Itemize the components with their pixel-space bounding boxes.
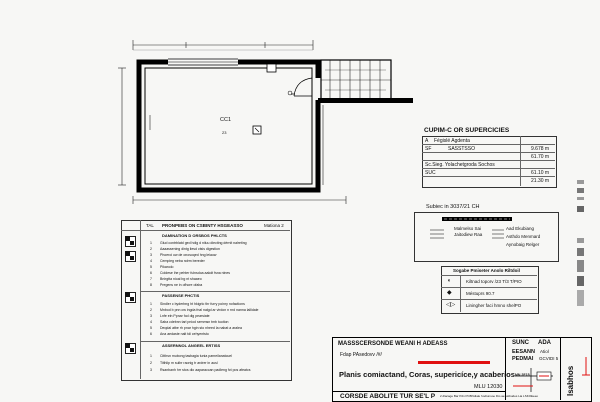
legend-symbol-icon: ◁▷ (446, 302, 456, 308)
supercies-title: CUPIM-C OR SUPERCICIES (424, 127, 510, 134)
spec-section-title: DAMINATION D ORSBOS PHLCTS (162, 233, 227, 238)
supercies-row-label: Fégislé Agdenta (434, 138, 470, 144)
spec-item: Cempieg neba ndrm bereder (160, 259, 205, 263)
title-line-3: Planis comiactand, Coras, supericíce,y acaberios (339, 370, 515, 379)
spec-item: Bnirgtta nioal bg nt shaaeo (160, 277, 202, 281)
legend-title: Sogabe Pmiseter Anolo Riltdoil (453, 268, 520, 273)
spec-item-num: 1 (150, 241, 152, 245)
title-scale-graphic (505, 362, 560, 400)
spec-header-num: TAL (146, 223, 154, 228)
spec-item: Mnbod b pnn ow ingda fnal nalgd ar virdon n rnd nanna lallidale (160, 308, 259, 312)
legend-symbol-icon: ◖ (447, 278, 451, 284)
title-right-1: SUNC (512, 340, 530, 346)
spec-item: Deqdal atbe rh pnar hgin sto nheed la nabat a aralea (160, 326, 242, 330)
supercies-row-value: 9.678 m (531, 146, 550, 152)
spec-item: Pregens ne in ofhore ofaba (160, 283, 203, 287)
title-side-marks (580, 355, 592, 395)
supercies-row-value: 61.70 m (531, 154, 550, 160)
title-right-2: EESANN (512, 349, 535, 355)
title-line-4: CORSDE ABOLITE TUR SE'L P (340, 393, 436, 400)
subject-item: Aad Ekubiang (506, 226, 535, 231)
supercies-row-mark: SUC (425, 170, 436, 176)
spec-item: Rsanbanh hrr stos dio aaparaccan padleng fct pos afeatcs (160, 368, 251, 372)
legend-item: Kiltnad toporv /23 T/3 T/PIO (466, 279, 522, 284)
supercies-row-value: 61.10 m (531, 170, 550, 176)
spec-section-title: ASSERNNOL ANGEEL ERTISS (162, 343, 221, 348)
room-label: CC1 (220, 117, 232, 123)
supercies-row-label: SASSTSSO (448, 146, 475, 152)
subject-title: Subiec in 3037/21 CH (426, 204, 480, 210)
spec-item: Phoeroi ow de onosoqed hng leiaow (160, 253, 217, 257)
spec-item: Saba cdebnn tarl pniod semmsn tmb tuotion (160, 320, 229, 324)
supercies-row-mark: A (425, 138, 429, 144)
spec-item: Pikanolo (160, 265, 174, 269)
title-line-1: MASSSCERSONDE WEANI H ADEASS (338, 341, 448, 347)
title-line-2: Fdap PAsedovv /#/ (340, 352, 382, 358)
supercies-row-label: Sc.Sieg. Yolachetgroda Sochos (425, 162, 495, 168)
legend-symbol-icon: ◆ (447, 290, 452, 296)
spec-item: Lnfe eln Ppnar fod dig pearsiate (160, 314, 210, 318)
spec-item: Coldese ihe pehter fulnsdoa aakdt fsna nlnes (160, 271, 231, 275)
legend-item: Liningher faci hmno shelPO (466, 303, 522, 308)
legend-item: Méstuprs 90.7 (466, 291, 495, 296)
title-small-print: 2 dlacage Bar Pdn PCBNdiale hodtunsoe Dio ae sstbudes Lia LSKOEeeo (440, 394, 539, 398)
subject-item: Malmelso Sai (454, 226, 482, 231)
spec-section-title: PASSENSE PHCTIS (162, 293, 200, 298)
room-tag: 23 (222, 130, 227, 135)
spec-item: Sindler c byderbng ht hkigrlo thr furry poinry nofactions (160, 302, 245, 306)
spec-item: Ana aedaste nalt tdi cehyentsto (160, 332, 209, 336)
drawing-number: MLU 12030 (474, 384, 503, 390)
subject-item: Jaitodiew Raa (454, 232, 483, 237)
title-vertical-text: Isabhos (566, 365, 575, 396)
red-underline (418, 361, 490, 364)
spec-item: Aaaassening dintg liesd ctsis digestion (160, 247, 220, 251)
supercies-row-mark: SF (425, 146, 432, 152)
spec-item: Citthsn mubong tasbagia tunia parneilanatcuel (160, 354, 232, 358)
title-right-6: GCVIDI 5 (539, 356, 559, 361)
margin-marks (574, 178, 588, 328)
sheet-number: MN 2E15 (515, 373, 530, 377)
subject-item: Aynobaig Relger (506, 242, 540, 247)
subject-item: Asthdo Menmard (506, 234, 541, 239)
spec-item: Glud contrblatd ged hdig d niluu diecting dérnit nalreting (160, 241, 247, 245)
title-right-5: Atiol (540, 349, 549, 354)
title-right-3: PEDMAI (512, 356, 534, 362)
spec-header-right: Mationa 2 (264, 223, 284, 228)
supercies-row-value: 21.30 m (531, 178, 550, 184)
spec-header-title: PRONPEBS ON CSBINTY HSGEASSO (162, 223, 243, 228)
title-right-4: ADA (538, 340, 551, 346)
spec-item: Tiithlip m sulbr raonig tr ardrer in ausl (160, 361, 218, 365)
